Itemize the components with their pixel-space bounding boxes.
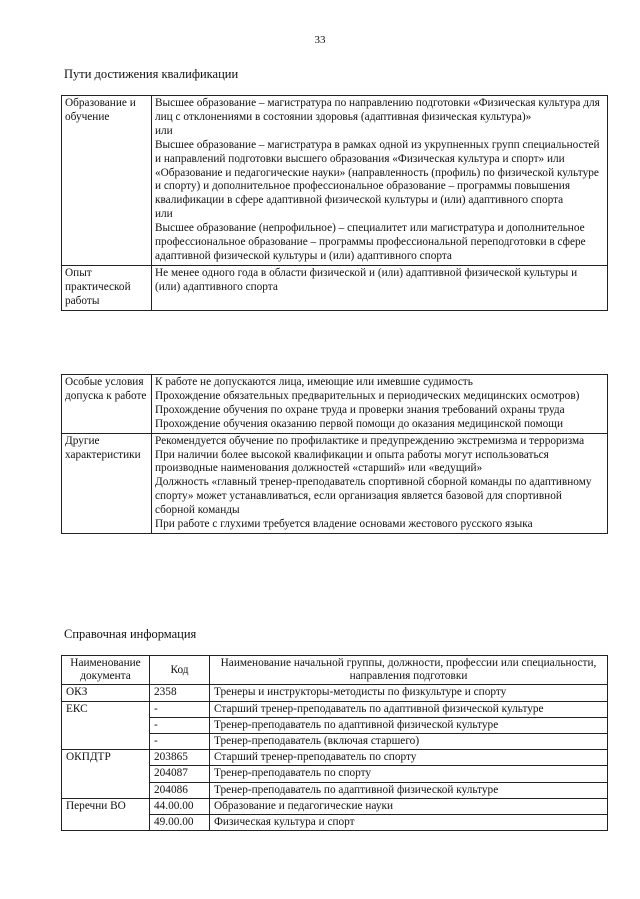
name-cell: Образование и педагогические науки xyxy=(210,798,608,814)
row-label: Особые условия допуска к работе xyxy=(62,375,152,434)
table-row xyxy=(62,701,608,717)
name-cell: Тренер-преподаватель (включая старшего) xyxy=(210,734,608,750)
name-cell: Тренер-преподаватель по адаптивной физической культуре xyxy=(210,717,608,733)
row-label: Другие характеристики xyxy=(62,433,152,533)
name-cell: Тренер-преподаватель по адаптивной физической культуре xyxy=(210,782,608,798)
name-cell: Тренер-преподаватель по спорту xyxy=(210,766,608,782)
document-cell: ОКЗ xyxy=(62,685,150,701)
qualification-table xyxy=(61,95,608,311)
table-row xyxy=(62,750,608,766)
content-line: или xyxy=(155,208,173,221)
document-cell: ЕКС xyxy=(62,701,150,750)
content-line: Высшее образование – магистратура в рамках одной из укрупненных групп специальностей и направлений подготовки высшего образования «Физическая культура и спорт» или «Образование и педагогические науки» (направленность (профиль) по физической культуре и спорту) и дополнительное профессиональное образование – программы повышения квалификации в сфере адаптивной физической культуры и (или) адаптивного спорта xyxy=(155,138,600,207)
name-cell: Старший тренер-преподаватель по адаптивной физической культуре xyxy=(210,701,608,717)
table-header-row xyxy=(62,656,608,685)
code-cell: 203865 xyxy=(150,750,210,766)
table-row xyxy=(62,96,608,266)
content-line: К работе не допускаются лица, имеющие или имевшие судимость xyxy=(155,376,473,388)
name-cell: Старший тренер-преподаватель по спорту xyxy=(210,750,608,766)
column-header-name: Наименование начальной группы, должности, профессии или специальности, направления подготовки xyxy=(210,656,608,685)
content-line: Высшее образование (непрофильное) – специалитет или магистратура и дополнительное профессиональное образование – программы профессиональной переподготовки в сфере адаптивной физической культуры и (или) адаптивного спорта xyxy=(155,222,586,262)
row-content xyxy=(152,375,608,434)
code-cell: - xyxy=(150,701,210,717)
name-cell: Тренеры и инструкторы-методисты по физкультуре и спорту xyxy=(210,685,608,701)
content-line: Прохождение обязательных предварительных и периодических медицинских осмотров) xyxy=(155,389,580,402)
row-content xyxy=(152,433,608,533)
row-label: Опыт практической работы xyxy=(62,265,152,310)
content-line: Должность «главный тренер-преподаватель спортивной сборной команды по адаптивному спорту» может устанавливаться, если организация является базовой для спортивной сборной команды xyxy=(155,476,592,517)
row-content xyxy=(152,96,608,266)
code-cell: - xyxy=(150,717,210,733)
code-cell: 204086 xyxy=(150,782,210,798)
row-content xyxy=(152,265,608,310)
table-row xyxy=(62,685,608,701)
content-line: Прохождение обучения оказанию первой помощи до оказания медицинской помощи xyxy=(155,417,564,430)
content-line: При наличии более высокой квалификации и опыта работы могут использоваться производные наименования должностей «старший» или «ведущий» xyxy=(155,448,549,475)
code-cell: - xyxy=(150,734,210,750)
reference-table xyxy=(61,655,608,831)
content-line: Рекомендуется обучение по профилактике и предупреждению экстремизма и терроризма xyxy=(155,434,585,447)
code-cell: 44.00.00 xyxy=(150,798,210,814)
name-cell: Физическая культура и спорт xyxy=(210,815,608,831)
content-line: Высшее образование – магистратура по направлению подготовки «Физическая культура для лиц с отклонениями в состоянии здоровья (адаптивная физическая культура)» xyxy=(155,97,600,123)
code-cell: 49.00.00 xyxy=(150,815,210,831)
conditions-table xyxy=(61,374,608,534)
document-cell: ОКПДТР xyxy=(62,750,150,799)
content-line: или xyxy=(155,124,173,137)
content-line: Не менее одного года в области физической и (или) адаптивной физической культуры и (или) адаптивного спорта xyxy=(155,266,578,293)
content-line: При работе с глухими требуется владение основами жестового русского языка xyxy=(155,518,533,531)
qualification-heading: Пути достижения квалификации xyxy=(64,67,239,81)
table-row xyxy=(62,375,608,434)
table-row xyxy=(62,265,608,310)
reference-heading: Справочная информация xyxy=(64,627,197,641)
content-line: Прохождение обучения по охране труда и проверки знания требований охраны труда xyxy=(155,403,565,416)
column-header-document: Наименование документа xyxy=(62,656,150,685)
column-header-code: Код xyxy=(150,656,210,685)
code-cell: 2358 xyxy=(150,685,210,701)
table-row xyxy=(62,433,608,533)
row-label: Образование и обучение xyxy=(62,96,152,266)
document-cell: Перечни ВО xyxy=(62,798,150,830)
table-row xyxy=(62,798,608,814)
page-number: 33 xyxy=(314,34,326,46)
code-cell: 204087 xyxy=(150,766,210,782)
